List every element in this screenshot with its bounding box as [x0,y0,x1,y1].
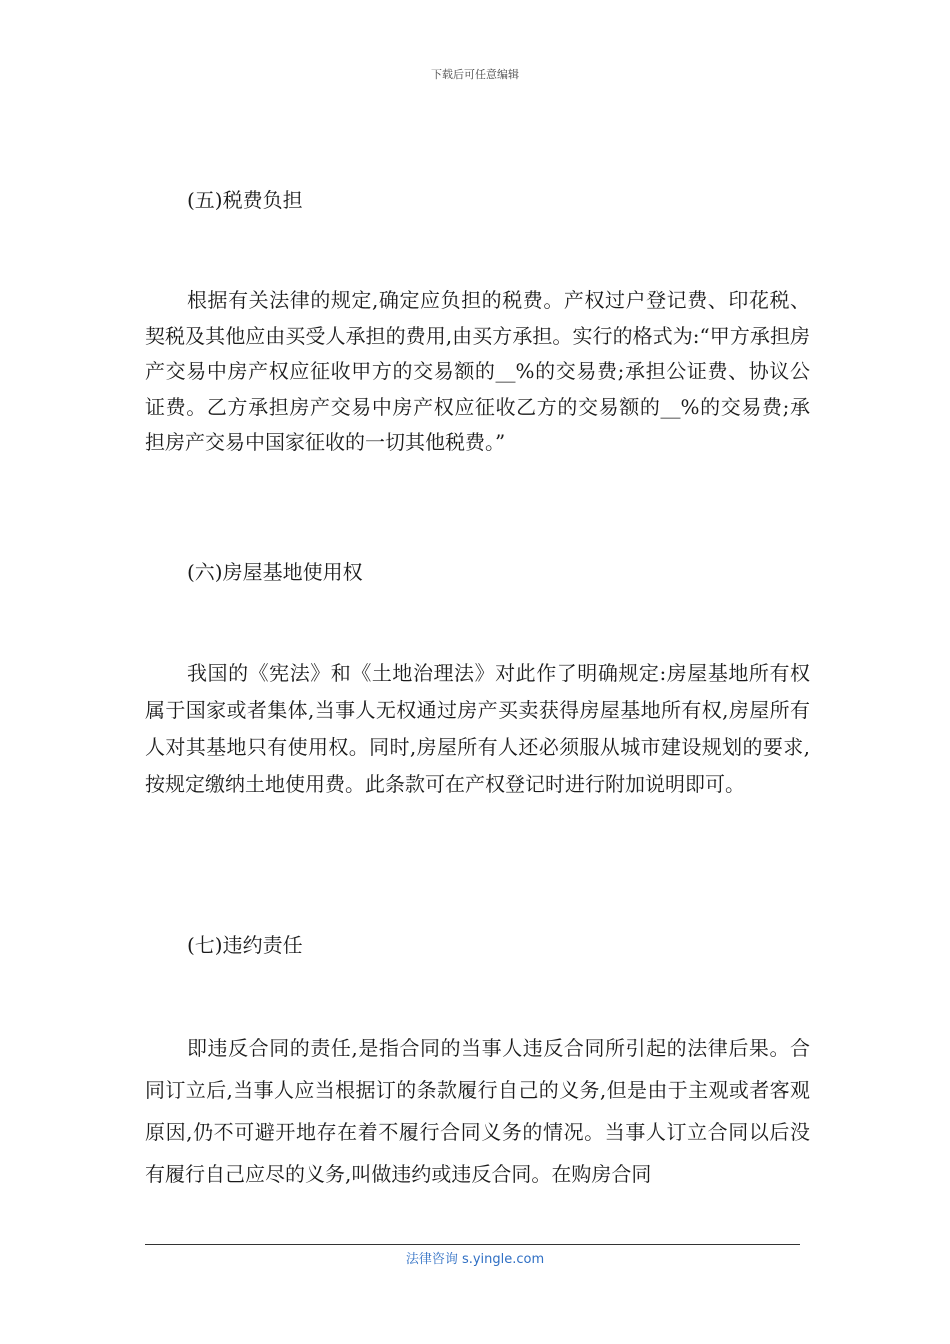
footer-link[interactable]: 法律咨询 s.yingle.com [405,1252,545,1267]
section-heading-liability: (七)违约责任 [187,933,303,957]
page-header: 下载后可任意编辑 [431,68,519,81]
section-body-liability: 即违反合同的责任,是指合同的当事人违反合同所引起的法律后果。合同订立后,当事人应当根据订的条款履行自己的义务,但是由于主观或者客观原因,仍不可避开地存在着不履行合同义务的情况。当事人订立合同以后没有履行自己应尽的义务,叫做违约或违反合同。在购房合同 [145,1036,810,1186]
footer-divider [145,1244,800,1245]
section-heading-land-use: (六)房屋基地使用权 [187,560,363,584]
section-heading-tax: (五)税费负担 [187,188,303,212]
section-body-land-use: 我国的《宪法》和《土地治理法》对此作了明确规定:房屋基地所有权属于国家或者集体,当事人无权通过房产买卖获得房屋基地所有权,房屋所有人对其基地只有使用权。同时,房屋所有人还必须服从城市建设规划的要求,按规定缴纳土地使用费。此条款可在产权登记时进行附加说明即可。 [145,661,810,796]
section-body-tax: 根据有关法律的规定,确定应负担的税费。产权过户登记费、印花税、契税及其他应由买受人承担的费用,由买方承担。实行的格式为:“甲方承担房产交易中房产权应征收甲方的交易额的__%的交易费;承担公证费、协议公证费。乙方承担房产交易中房产权应征收乙方的交易额的__%的交易费;承担房产交易中国家征收的一切其他税费。” [145,288,810,454]
